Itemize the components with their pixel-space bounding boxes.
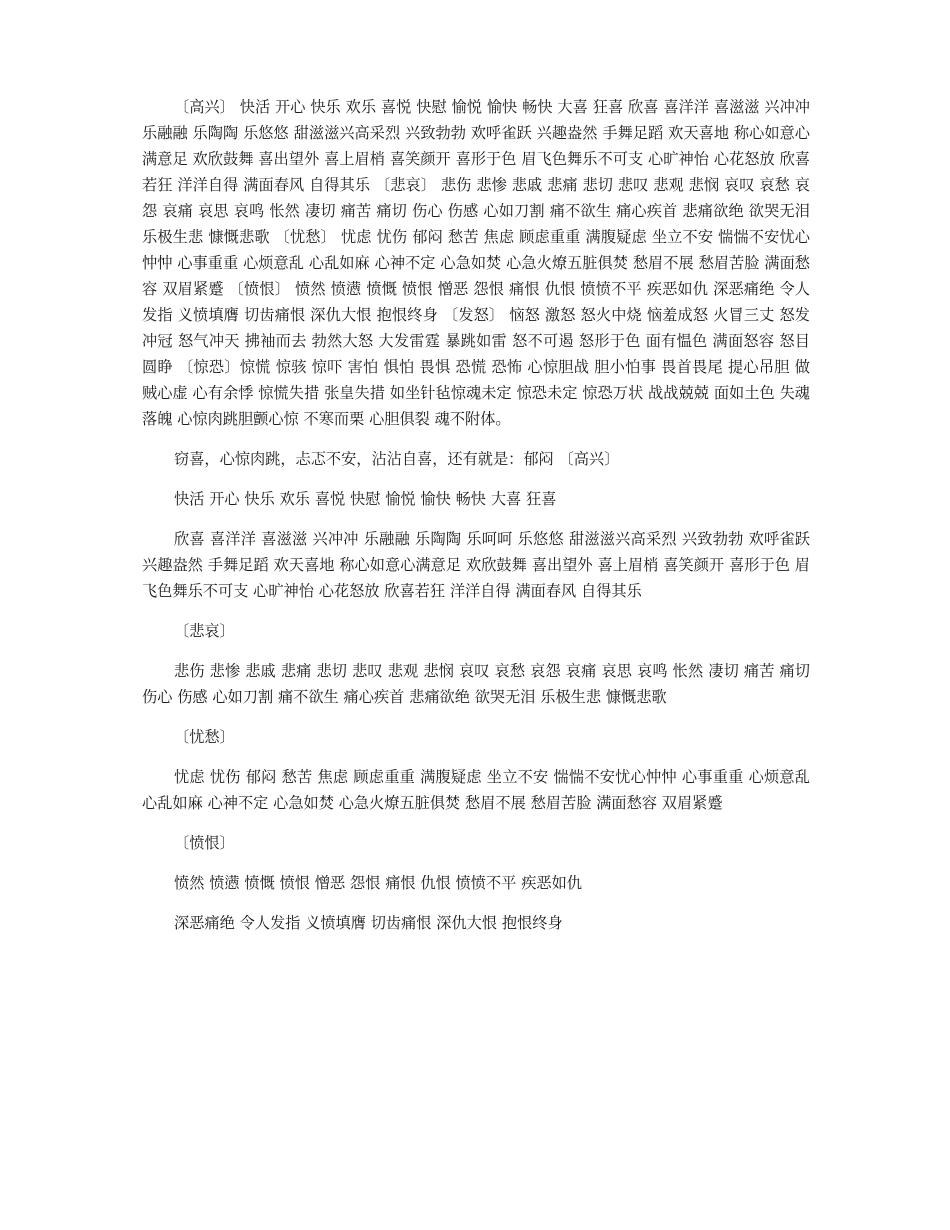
paragraph-happy-words-1: 快活 开心 快乐 欢乐 喜悦 快慰 愉悦 愉快 畅快 大喜 狂喜 <box>174 490 557 508</box>
paragraph-happy-words-2: 欣喜 喜洋洋 喜滋滋 兴冲冲 乐融融 乐陶陶 乐呵呵 乐悠悠 甜滋滋兴高采烈 兴致勃勃 欢呼雀跃 兴趣盎然 手舞足蹈 欢天喜地 称心如意心满意足 欢欣鼓舞 喜出望外 喜上眉梢 喜笑颜开 喜形于色 眉飞色舞乐不可支 心旷神怡 心花怒放 欣喜若狂 洋洋自得 满面春风 自得其乐 <box>142 530 810 600</box>
heading-sorrow: 〔悲哀〕 <box>174 622 235 640</box>
heading-resentment: 〔愤恨〕 <box>174 834 235 852</box>
paragraph-sorrow-words: 悲伤 悲惨 悲戚 悲痛 悲切 悲叹 悲观 悲悯 哀叹 哀愁 哀怨 哀痛 哀思 哀鸣 怅然 凄切 痛苦 痛切 伤心 伤感 心如刀割 痛不欲生 痛心疾首 悲痛欲绝 欲哭无泪 乐极生悲 慷慨悲歌 <box>142 662 810 706</box>
paragraph-worry-words: 忧虑 忧伤 郁闷 愁苦 焦虑 顾虑重重 满腹疑虑 坐立不安 惴惴不安忧心忡忡 心事重重 心烦意乱 心乱如麻 心神不定 心急如焚 心急火燎五脏俱焚 愁眉不展 愁眉苦脸 满面愁容 双眉紧蹙 <box>142 768 810 812</box>
heading-worry: 〔忧愁〕 <box>174 728 235 746</box>
document-body <box>142 94 810 936</box>
paragraph-resentment-words-2: 深恶痛绝 令人发指 义愤填膺 切齿痛恨 深仇大恨 抱恨终身 <box>174 914 563 932</box>
paragraph-emotion-word-list: 〔高兴〕 快活 开心 快乐 欢乐 喜悦 快慰 愉悦 愉快 畅快 大喜 狂喜 欣喜 喜洋洋 喜滋滋 兴冲冲 乐融融 乐陶陶 乐悠悠 甜滋滋兴高采烈 兴致勃勃 欢呼雀跃 兴趣盎然 手舞足蹈 欢天喜地 称心如意心满意足 欢欣鼓舞 喜出望外 喜上眉梢 喜笑颜开 喜形于色 眉飞色舞乐不可支 心旷神怡 心花怒放 欣喜若狂 洋洋自得 满面春风 自得其乐 〔悲哀〕 悲伤 悲惨 悲戚 悲痛 悲切 悲叹 悲观 悲悯 哀叹 哀愁 哀怨 哀痛 哀思 哀鸣 怅然 凄切 痛苦 痛切 伤心 伤感 心如刀割 痛不欲生 痛心疾首 悲痛欲绝 欲哭无泪 乐极生悲 慷慨悲歌 〔忧愁〕 忧虑 忧伤 郁闷 愁苦 焦虑 顾虑重重 满腹疑虑 坐立不安 惴惴不安忧心忡忡 心事重重 心烦意乱 心乱如麻 心神不定 心急如焚 心急火燎五脏俱焚 愁眉不展 愁眉苦脸 满面愁容 双眉紧蹙 〔愤恨〕 愤然 愤懑 愤慨 愤恨 憎恶 怨恨 痛恨 仇恨 愤愤不平 疾恶如仇 深恶痛绝 令人发指 义愤填膺 切齿痛恨 深仇大恨 抱恨终身 〔发怒〕 恼怒 激怒 怒火中烧 恼羞成怒 火冒三丈 怒发冲冠 怒气冲天 拂袖而去 勃然大怒 大发雷霆 暴跳如雷 怒不可遏 怒形于色 面有愠色 满面怒容 怒目圆睁 〔惊恐〕惊慌 惊骇 惊吓 害怕 惧怕 畏惧 恐慌 恐怖 心惊胆战 胆小怕事 畏首畏尾 提心吊胆 做贼心虚 心有余悸 惊慌失措 张皇失措 如坐针毡惊魂未定 惊恐未定 惊恐万状 战战兢兢 面如土色 失魂落魄 心惊肉跳胆颤心惊 不寒而栗 心胆俱裂 魂不附体。 <box>142 98 810 428</box>
paragraph-extra-words: 窃喜，心惊肉跳，忐忑不安，沾沾自喜，还有就是：郁闷 〔高兴〕 <box>174 450 620 468</box>
paragraph-resentment-words-1: 愤然 愤懑 愤慨 愤恨 憎恶 怨恨 痛恨 仇恨 愤愤不平 疾恶如仇 <box>174 874 582 892</box>
